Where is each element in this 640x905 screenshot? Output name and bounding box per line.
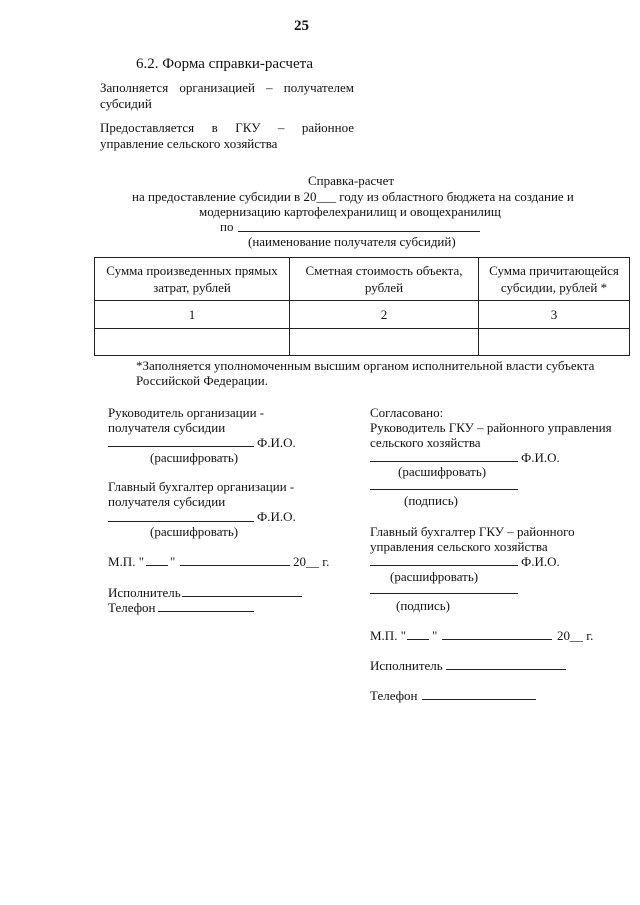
left-head-title-1: Руководитель организации -: [108, 405, 265, 420]
filled-by-line1: Заполняется организацией – получателем: [100, 80, 354, 95]
left-accountant-signature-line[interactable]: [108, 521, 254, 522]
right-head-decode: (расшифровать): [398, 464, 487, 479]
right-accountant-decode: (расшифровать): [390, 569, 479, 584]
right-accountant-title-1: Главный бухгалтер ГКУ – районного: [370, 524, 575, 539]
header-3-line2: субсидии, рублей *: [500, 280, 608, 295]
right-stamp-quote: ": [432, 628, 438, 643]
right-executor-label: Исполнитель: [370, 658, 443, 673]
left-accountant-fio: Ф.И.О.: [257, 509, 296, 524]
table-header-cell: [95, 258, 290, 301]
heading-line2: модернизацию картофелехранилищ и овощехранилищ: [199, 204, 501, 219]
left-stamp-label: М.П. ": [108, 554, 145, 569]
left-stamp-year: 20__ г.: [293, 554, 330, 569]
left-executor-label: Исполнитель: [108, 585, 181, 600]
left-accountant-title-1: Главный бухгалтер организации -: [108, 479, 295, 494]
table-header-cell: [290, 258, 479, 301]
right-head-fio: Ф.И.О.: [521, 450, 560, 465]
left-stamp-month-line[interactable]: [180, 565, 290, 566]
right-stamp-label: М.П. ": [370, 628, 407, 643]
right-accountant-signature-line[interactable]: [370, 565, 518, 566]
right-stamp-day-line[interactable]: [407, 639, 429, 640]
table-cell[interactable]: [290, 329, 479, 356]
column-number-2: 2: [290, 301, 479, 329]
right-head-title-1: Руководитель ГКУ – районного управления: [370, 420, 612, 435]
heading-line1: на предоставление субсидии в 20___ году из областного бюджета на создание и: [132, 189, 574, 204]
filled-by-line2: субсидий: [100, 96, 152, 111]
section-title: 6.2. Форма справки-расчета: [136, 56, 314, 72]
table-row: [95, 329, 630, 356]
submitted-to-line2: управление сельского хозяйства: [100, 136, 278, 151]
table-cell[interactable]: [479, 329, 630, 356]
header-3-line1: Сумма причитающейся: [489, 263, 619, 278]
right-accountant-sign-line[interactable]: [370, 593, 518, 594]
left-stamp-day-line[interactable]: [146, 565, 168, 566]
calculation-table: [94, 257, 630, 356]
footnote-line2: Российской Федерации.: [136, 373, 268, 388]
header-2-line2: рублей: [364, 280, 404, 295]
right-stamp-year: 20__ г.: [557, 628, 594, 643]
header-1-line2: затрат, рублей: [153, 280, 231, 295]
left-executor-line[interactable]: [182, 596, 302, 597]
right-executor-line[interactable]: [446, 669, 566, 670]
left-head-fio: Ф.И.О.: [257, 435, 296, 450]
recipient-line: [238, 231, 480, 232]
table-header-cell: [479, 258, 630, 301]
right-phone-line[interactable]: [422, 699, 536, 700]
header-1-line1: Сумма произведенных прямых: [106, 263, 278, 278]
left-head-title-2: получателя субсидии: [108, 420, 226, 435]
right-accountant-signature-caption: (подпись): [396, 598, 450, 613]
right-accountant-fio: Ф.И.О.: [521, 554, 560, 569]
left-accountant-title-2: получателя субсидии: [108, 494, 226, 509]
right-agreed-label: Согласовано:: [370, 405, 444, 420]
table-header-row: [95, 258, 630, 301]
left-phone-line[interactable]: [158, 611, 254, 612]
right-phone-label: Телефон: [370, 688, 418, 703]
column-number-3: 3: [479, 301, 630, 329]
recipient-caption: (наименование получателя субсидий): [248, 234, 456, 249]
left-head-decode: (расшифровать): [150, 450, 239, 465]
submitted-to-line1: Предоставляется в ГКУ – районное: [100, 120, 354, 135]
column-number-1: 1: [95, 301, 290, 329]
right-head-sign-line[interactable]: [370, 489, 518, 490]
left-stamp-quote: ": [170, 554, 176, 569]
table-cell[interactable]: [95, 329, 290, 356]
right-head-signature-caption: (подпись): [404, 493, 458, 508]
right-stamp-month-line[interactable]: [442, 639, 552, 640]
left-accountant-decode: (расшифровать): [150, 524, 239, 539]
po-label: по: [220, 219, 234, 234]
table-row: [95, 301, 630, 329]
document-title: Справка-расчет: [308, 173, 395, 188]
right-accountant-title-2: управления сельского хозяйства: [370, 539, 548, 554]
left-phone-label: Телефон: [108, 600, 156, 615]
left-head-signature-line[interactable]: [108, 446, 254, 447]
header-2-line1: Сметная стоимость объекта,: [305, 263, 463, 278]
footnote-line1: *Заполняется уполномоченным высшим органом исполнительной власти субъекта: [136, 358, 595, 373]
right-head-signature-line[interactable]: [370, 461, 518, 462]
right-head-title-2: сельского хозяйства: [370, 435, 481, 450]
page-number: 25: [294, 18, 309, 34]
